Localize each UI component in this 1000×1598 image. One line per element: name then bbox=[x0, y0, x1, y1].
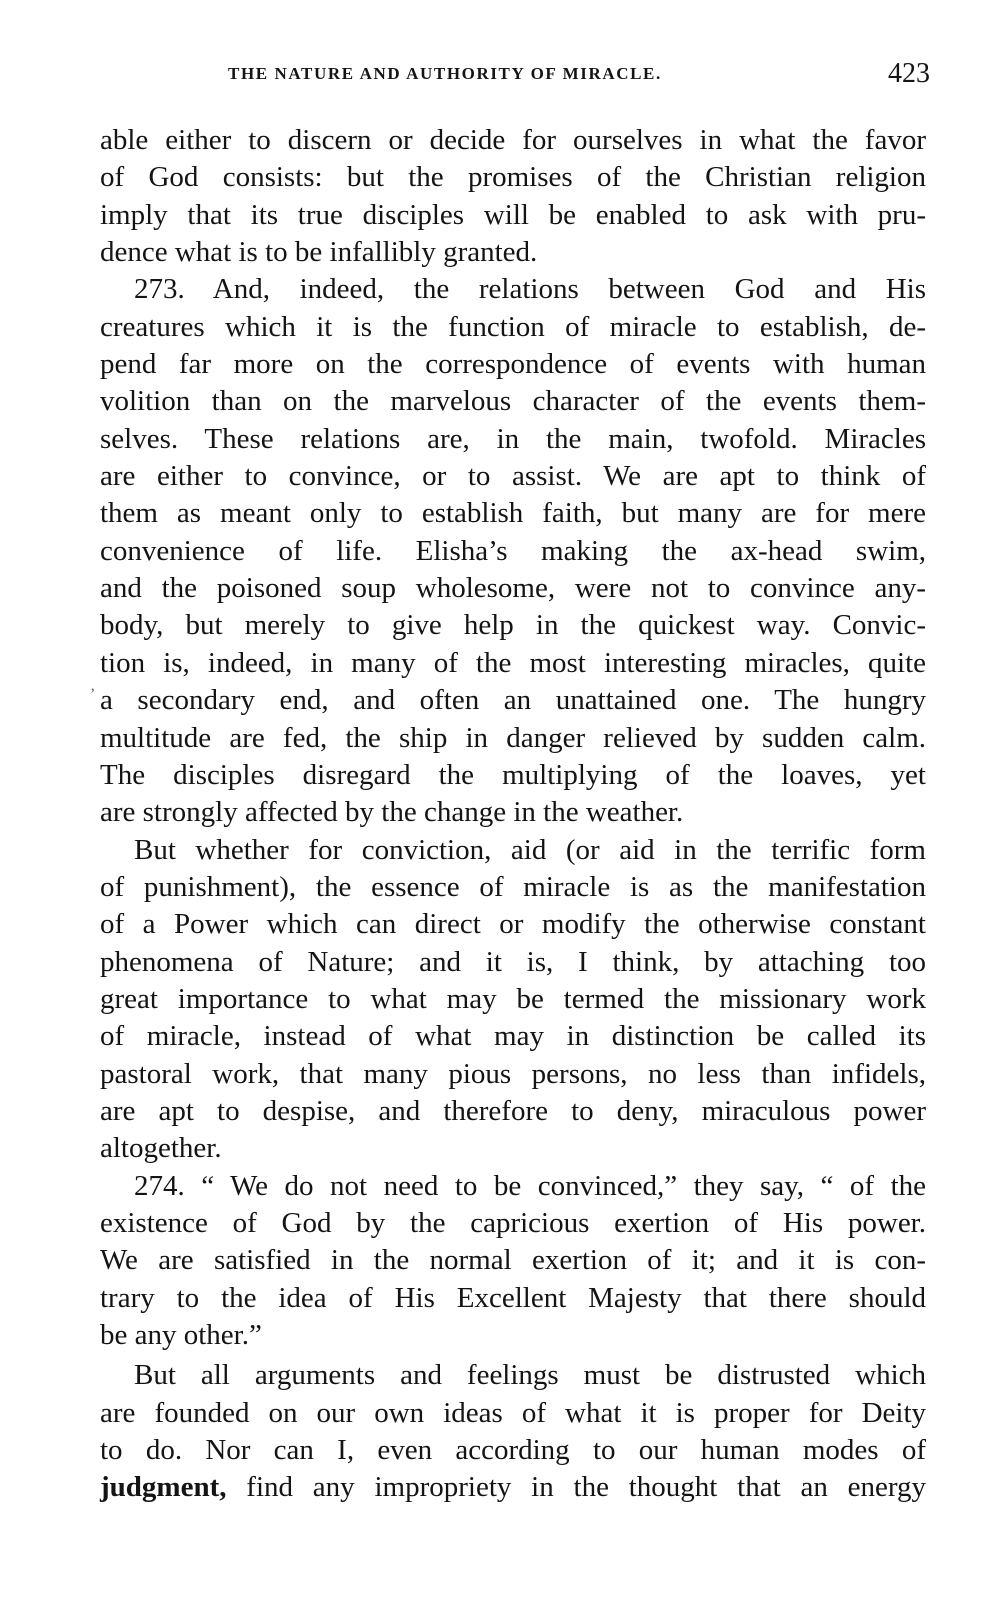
text-line: convenience of life. Elisha’s making the ax-head swim, bbox=[100, 534, 926, 567]
text-line: imply that its true disciples will be enabled to ask with pru- bbox=[100, 198, 926, 231]
text-line-final bbox=[100, 1469, 926, 1506]
text-line: pastoral work, that many pious persons, no less than infidels, bbox=[100, 1057, 926, 1090]
text-line: are founded on our own ideas of what it is proper for Deity bbox=[100, 1396, 926, 1429]
paragraph-274-start: 274. “ We do not need to be convinced,” they say, “ of the bbox=[134, 1169, 926, 1202]
text-line: to do. Nor can I, even according to our human modes of bbox=[100, 1434, 926, 1467]
paragraph-273-start: 273. And, indeed, the relations between God and His bbox=[134, 273, 926, 306]
text-line: are strongly affected by the change in the weather. bbox=[100, 796, 684, 829]
margin-tick-mark: ’ bbox=[90, 686, 96, 703]
text-line: great importance to what may be termed the missionary work bbox=[100, 982, 926, 1015]
text-line: be any other.” bbox=[100, 1319, 262, 1351]
text-line: able either to discern or decide for ourselves in what the favor bbox=[100, 124, 926, 156]
text-line: altogether. bbox=[100, 1132, 222, 1165]
text-line: and the poisoned soup wholesome, were not to convince any- bbox=[100, 572, 926, 605]
text-line: are apt to despise, and therefore to deny, miraculous power bbox=[100, 1094, 926, 1127]
text-line: trary to the idea of His Excellent Majesty that there should bbox=[100, 1281, 926, 1314]
body-text bbox=[100, 122, 926, 1507]
text-line: tion is, indeed, in many of the most interesting miracles, quite bbox=[100, 646, 926, 679]
text-line: of God consists: but the promises of the Christian religion bbox=[100, 161, 926, 194]
text-line: multitude are fed, the ship in danger relieved by sudden calm. bbox=[100, 721, 926, 754]
text-line: body, but merely to give help in the quickest way. Convic- bbox=[100, 609, 926, 642]
text-line: of miracle, instead of what may in distinction be called its bbox=[100, 1020, 926, 1053]
text-line: them as meant only to establish faith, but many are for mere bbox=[100, 497, 926, 530]
text-line: phenomena of Nature; and it is, I think, by attaching too bbox=[100, 945, 926, 978]
page-number: 423 bbox=[888, 58, 930, 89]
text-line: of a Power which can direct or modify the otherwise constant bbox=[100, 908, 926, 941]
text-line: existence of God by the capricious exertion of His power. bbox=[100, 1206, 926, 1239]
running-head bbox=[100, 58, 930, 98]
text-line: pend far more on the correspondence of events with human bbox=[100, 348, 926, 381]
text-line: are either to convince, or to assist. We are apt to think of bbox=[100, 460, 926, 493]
running-title: THE NATURE AND AUTHORITY OF MIRACLE. bbox=[228, 64, 662, 83]
final-line-rest: find any impropriety in the thought that an energy bbox=[226, 1471, 926, 1504]
text-line: We are satisfied in the normal exertion of it; and it is con- bbox=[100, 1244, 926, 1277]
bold-word: judgment, bbox=[100, 1471, 227, 1504]
text-line: volition than on the marvelous character of the events them- bbox=[100, 385, 926, 418]
text-line: selves. These relations are, in the main, twofold. Miracles bbox=[100, 422, 926, 455]
paragraph-start: But all arguments and feelings must be distrusted which bbox=[134, 1359, 926, 1392]
text-line: dence what is to be infallibly granted. bbox=[100, 236, 538, 269]
text-line: creatures which it is the function of miracle to establish, de- bbox=[100, 310, 926, 343]
text-line: a secondary end, and often an unattained one. The hungry bbox=[100, 684, 926, 717]
paragraph-start: But whether for conviction, aid (or aid in the terrific form bbox=[134, 833, 926, 866]
text-line: of punishment), the essence of miracle is as the manifestation bbox=[100, 870, 926, 903]
text-line: The disciples disregard the multiplying of the loaves, yet bbox=[100, 758, 926, 791]
